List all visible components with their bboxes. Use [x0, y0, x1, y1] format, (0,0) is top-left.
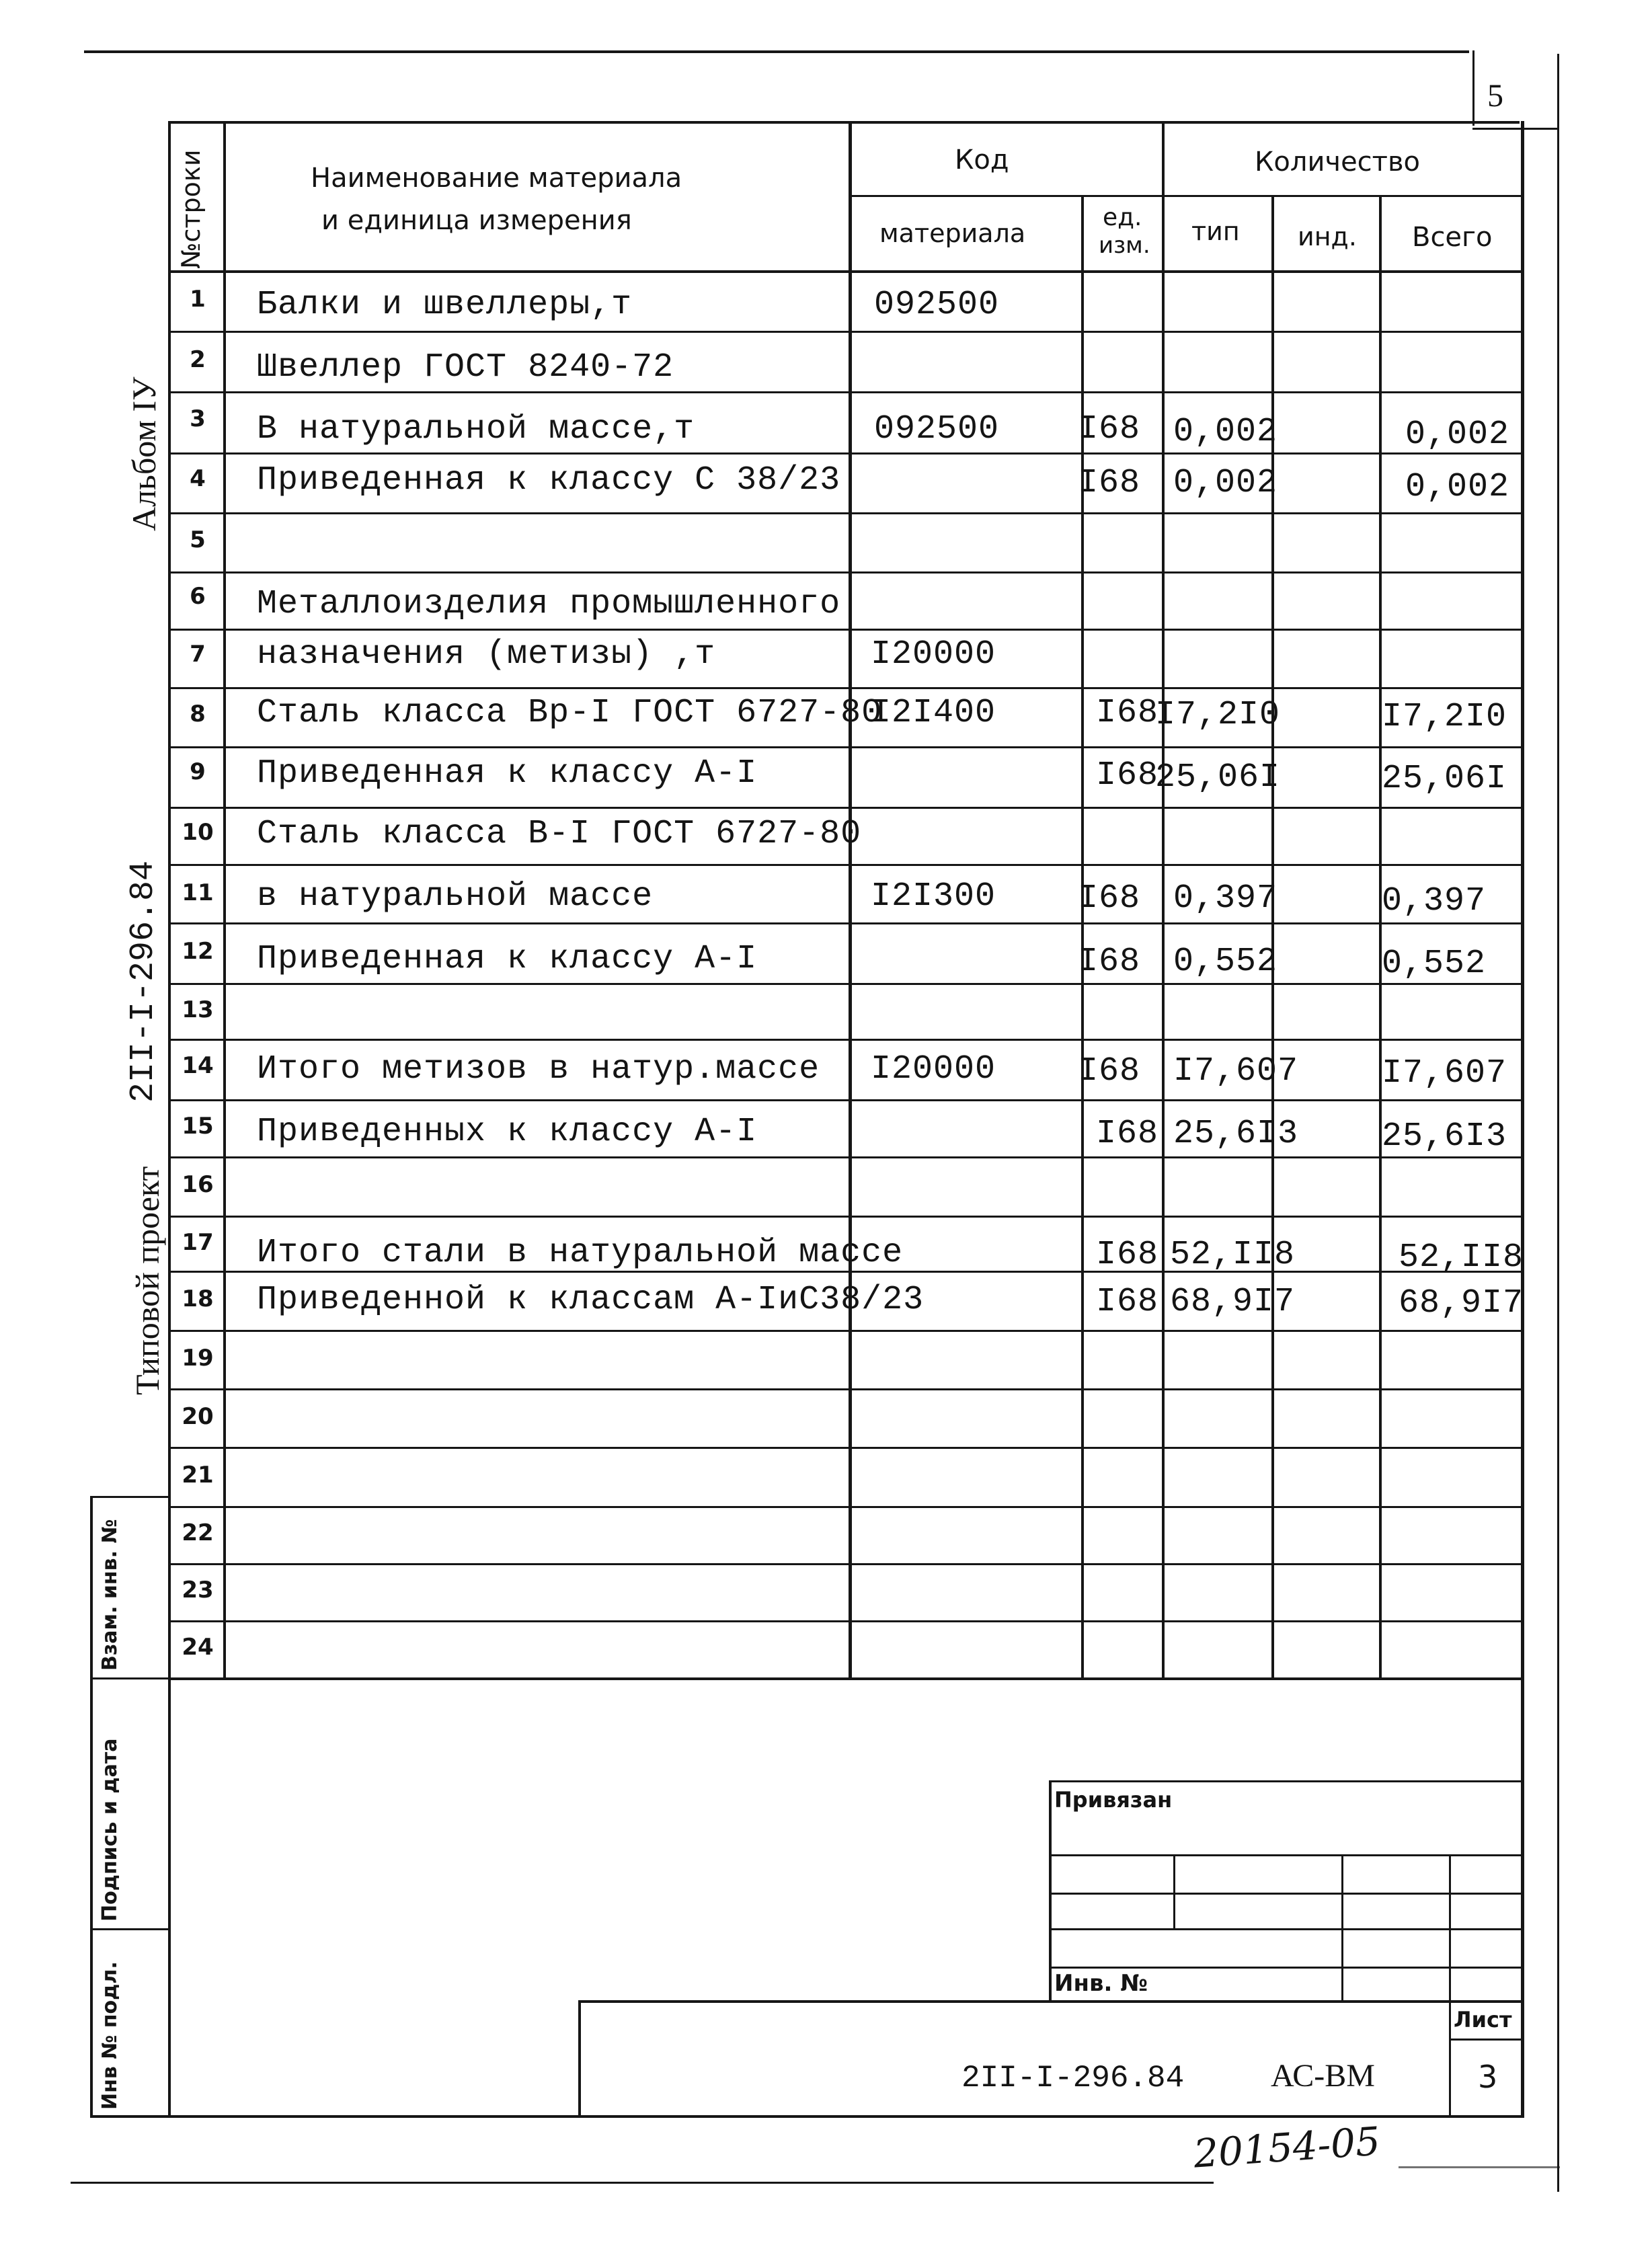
row-number: 9	[190, 758, 206, 785]
frame-right-outer	[1557, 54, 1559, 2192]
row-total: I7,2I0	[1382, 698, 1507, 736]
row-number: 5	[190, 526, 206, 553]
row-name: Швеллер ГОСТ 8240-72	[257, 348, 674, 387]
row-type: 0,552	[1173, 943, 1278, 981]
row-number: 21	[182, 1462, 214, 1489]
row-name: Приведенная к классу А-I	[257, 940, 758, 978]
row-code: I2I300	[871, 877, 996, 916]
row-type: 52,II8	[1170, 1236, 1296, 1274]
project-code-label: 2II-I-296.84	[124, 860, 163, 1103]
header-quantity: Количество	[1255, 147, 1421, 177]
stamp-inv-podl: Инв № подл.	[98, 1961, 122, 2110]
row-code: 092500	[874, 410, 1000, 448]
row-type: 0,397	[1173, 879, 1278, 918]
row-number: 13	[182, 996, 214, 1023]
frame-right	[1521, 121, 1524, 2118]
row-unit: I68	[1096, 694, 1159, 732]
row-number: 8	[190, 701, 206, 727]
row-total: 52,II8	[1399, 1238, 1524, 1277]
handwritten-number: 20154-05	[1191, 2118, 1382, 2177]
row-unit: I68	[1096, 1115, 1159, 1153]
header-code: Код	[955, 145, 1009, 175]
row-type: I7,2I0	[1155, 696, 1281, 734]
page-number: 5	[1487, 78, 1503, 114]
project-type-label: Типовой проект	[128, 1166, 166, 1395]
row-total: 0,002	[1405, 468, 1510, 506]
frame-top	[168, 121, 1520, 124]
row-total: 25,6I3	[1382, 1117, 1507, 1156]
row-code: I20000	[871, 1050, 996, 1089]
row-number: 4	[190, 465, 206, 492]
col-line-name	[849, 121, 852, 1679]
row-number: 10	[182, 819, 214, 846]
stamp-podpis: Подпись и дата	[98, 1738, 122, 1922]
row-name: Приведенных к классу А-I	[257, 1113, 758, 1151]
row-type: 0,002	[1173, 464, 1278, 502]
row-total: 0,002	[1405, 416, 1510, 454]
row-total: 25,06I	[1382, 760, 1507, 798]
row-name: назначения (метизы) ,т	[257, 635, 716, 674]
album-label: Альбом IУ	[125, 377, 163, 531]
header-unit-line2: изм.	[1099, 232, 1150, 259]
row-name: Итого стали в натуральной массе	[257, 1234, 904, 1272]
row-code: I20000	[871, 635, 996, 674]
row-number: 15	[182, 1113, 214, 1140]
header-total: Всего	[1412, 222, 1493, 253]
row-unit: I68	[1078, 464, 1141, 502]
row-name: Приведенной к классам А-IиС38/23	[257, 1281, 925, 1319]
row-number: 3	[190, 405, 206, 432]
row-total: 68,9I7	[1399, 1284, 1524, 1322]
row-number: 16	[182, 1171, 214, 1198]
top-rule	[84, 50, 1469, 53]
col-line-ind	[1379, 195, 1382, 1679]
row-name: в натуральной массе	[257, 877, 654, 916]
header-material: материала	[879, 219, 1026, 248]
row-number: 17	[182, 1229, 214, 1256]
sheet-number: 3	[1478, 2059, 1498, 2095]
row-type: 25,6I3	[1173, 1115, 1299, 1153]
frame-left	[168, 121, 171, 2118]
row-unit: I68	[1096, 1236, 1159, 1274]
header-name-line2: и единица измерения	[321, 205, 632, 236]
row-unit: I68	[1078, 879, 1141, 918]
row-unit: I68	[1078, 943, 1141, 981]
row-total: I7,607	[1382, 1054, 1507, 1093]
header-name-line1: Наименование материала	[311, 163, 682, 194]
row-name: Сталь класса В-I ГОСТ 6727-80	[257, 815, 862, 853]
col-line-unit	[1162, 121, 1165, 1679]
row-name: Металлоизделия промышленного	[257, 585, 841, 623]
privyazan-label: Привязан	[1054, 1787, 1173, 1813]
row-code: I2I400	[871, 694, 996, 732]
row-type: 25,06I	[1155, 758, 1281, 797]
row-name: Сталь класса Вр-I ГОСТ 6727-80	[257, 694, 883, 732]
row-number: 11	[182, 879, 214, 906]
row-number: 12	[182, 938, 214, 965]
row-number: 20	[182, 1403, 214, 1430]
row-total: 0,552	[1382, 945, 1487, 983]
row-name: Приведенная к классу А-I	[257, 754, 758, 793]
row-number: 1	[190, 286, 206, 313]
row-name: В натуральной массе,т	[257, 410, 695, 448]
doc-code: 2II-I-296.84	[961, 2061, 1185, 2096]
row-unit: I68	[1078, 410, 1141, 448]
row-total: 0,397	[1382, 882, 1487, 920]
row-unit: I68	[1078, 1052, 1141, 1091]
inv-no-label: Инв. №	[1054, 1970, 1148, 1997]
doc-mark: АС-ВМ	[1271, 2058, 1375, 2094]
header-ind: инд.	[1298, 222, 1357, 251]
row-name: Итого метизов в натур.массе	[257, 1050, 820, 1089]
row-number: 23	[182, 1577, 214, 1604]
row-number: 22	[182, 1519, 214, 1546]
row-code: 092500	[874, 286, 1000, 324]
header-row-number: №строки	[176, 149, 206, 269]
row-number: 6	[190, 583, 206, 610]
row-type: 68,9I7	[1170, 1283, 1296, 1321]
frame-bottom	[90, 2115, 1522, 2118]
row-number: 24	[182, 1634, 214, 1661]
header-type: тип	[1191, 216, 1240, 246]
row-number: 18	[182, 1285, 214, 1312]
row-number: 19	[182, 1345, 214, 1372]
row-unit: I68	[1096, 1283, 1159, 1321]
row-name: Балки и швеллеры,т	[257, 286, 633, 324]
sheet-label: Лист	[1454, 2007, 1512, 2032]
row-type: I7,607	[1173, 1052, 1299, 1091]
row-unit: I68	[1096, 756, 1159, 795]
col-line-num	[223, 121, 226, 1679]
row-name: Приведенная к классу С 38/23	[257, 461, 841, 500]
row-type: 0,002	[1173, 413, 1278, 451]
header-unit-line1: ед.	[1103, 204, 1142, 231]
row-number: 14	[182, 1052, 214, 1079]
row-number: 7	[190, 641, 206, 668]
stamp-vzam: Взам. инв. №	[98, 1519, 122, 1671]
row-number: 2	[190, 346, 206, 373]
